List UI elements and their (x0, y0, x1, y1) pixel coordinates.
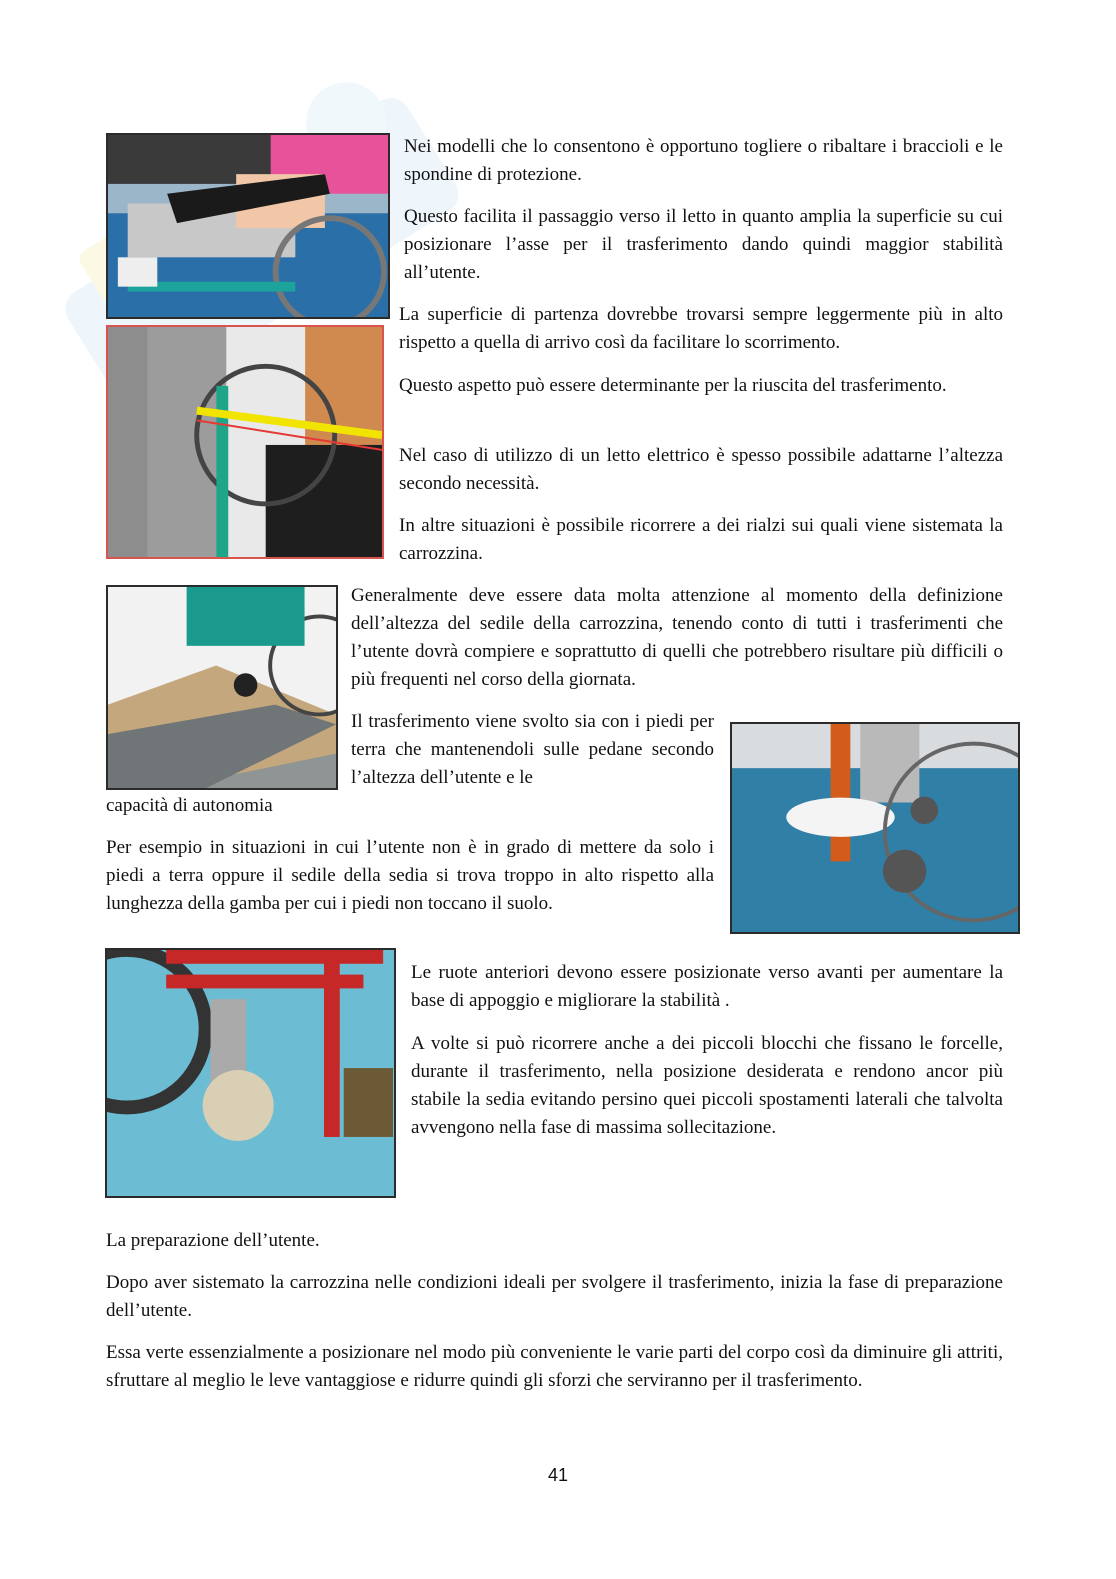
paragraph-front-wheels: Le ruote anteriori devono essere posizionate verso avanti per aumentare la base di appoggio e migliorare la stabilità . (411, 962, 1003, 1011)
paragraph-transfer-board: Questo facilita il passaggio verso il letto in quanto amplia la superficie su cui posizionare l’asse per il trasferimento dando quindi maggior stabilità all’utente. (404, 206, 1003, 283)
page-number: 41 (547, 1465, 569, 1485)
paragraph-determinant: Questo aspetto può essere determinante per la riuscita del trasferimento. (399, 375, 947, 396)
photo-transfer-board-level (106, 325, 384, 559)
paragraph-electric-bed: Nel caso di utilizzo di un letto elettrico è spesso possibile adattarne l’altezza secondo necessità. (399, 445, 1003, 494)
paragraph-seat-height: Generalmente deve essere data molta attenzione al momento della definizione dell’altezza del sedile della carrozzina, tenendo conto di tutti i trasferimenti che l’utente dovrà compiere e soprattutto di quelli che potrebbero risultare più difficili o più frequenti nel corso della giornata. (351, 585, 1003, 690)
paragraph-armrests: Nei modelli che lo consentono è opportuno togliere o ribaltare i braccioli e le spondine di protezione. (404, 136, 1003, 185)
photo-wheelchair-armrest (106, 133, 390, 319)
paragraph-starting-surface: La superficie di partenza dovrebbe trovarsi sempre leggermente più in alto rispetto a quella di arrivo così da facilitare lo scorrimento. (399, 304, 1003, 353)
photo-wheelchair-ramp (106, 585, 338, 790)
paragraph-preparation-intro: Dopo aver sistemato la carrozzina nelle condizioni ideali per svolgere il trasferimento, inizia la fase di preparazione dell’utente. (106, 1272, 1003, 1321)
photo-front-caster-wheel (105, 948, 396, 1198)
paragraph-blocks: A volte si può ricorrere anche a dei piccoli blocchi che fissano le forcelle, durante il trasferimento, nella posizione desiderata e rendono ancor più stabile la sedia evitando persino quei piccoli spostamenti laterali che talvolta avvengono nella fase di massima sollecitazione. (411, 1033, 1003, 1138)
paragraph-preparation-body: Essa verte essenzialmente a posizionare nel modo più conveniente le varie parti del corpo così da diminuire gli attriti, sfruttare al meglio le leve vantaggiose e ridurre quindi gli sforzi che serviranno per il trasferimento. (106, 1342, 1003, 1391)
paragraph-example: Per esempio in situazioni in cui l’utente non è in grado di mettere da solo i piedi a terra oppure il sedile della sedia si trova troppo in alto rispetto alla lunghezza della gamba per cui i piedi non toccano il suolo. (106, 837, 714, 914)
paragraph-feet-ground: Il trasferimento viene svolto sia con i piedi per terra che mantenendoli sulle pedane secondo l’altezza dell’utente e le (351, 711, 714, 788)
paragraph-risers: In altre situazioni è possibile ricorrere a dei rialzi sui quali viene sistemata la carrozzina. (399, 515, 1003, 564)
photo-feet-on-footplate (730, 722, 1020, 934)
paragraph-autonomy: capacità di autonomia (106, 795, 273, 816)
section-heading-preparation: La preparazione dell’utente. (106, 1230, 320, 1251)
